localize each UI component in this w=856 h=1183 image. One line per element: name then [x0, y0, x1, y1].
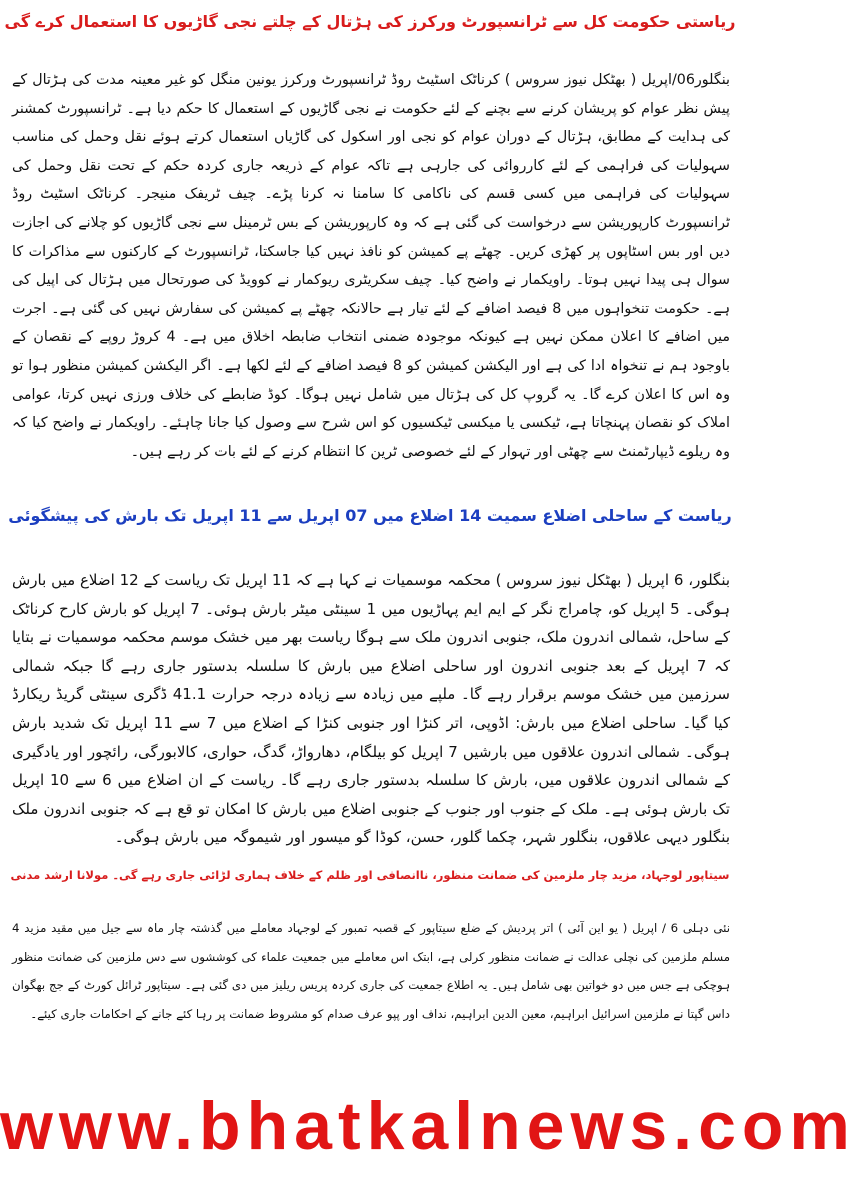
headline-sitapur-bail: سیتاپور لوجہاد، مزید چار ملزمین کی ضمانت منظور، ناانصافی اور ظلم کے خلاف ہماری لڑائی جاری رہے گی۔ مولانا ارشد مدنی	[10, 868, 730, 882]
headline-transport-strike: ریاستی حکومت کل سے ٹرانسپورٹ ورکرز کی ہڑتال کے چلتے نجی گاڑیوں کا استعمال کرے گی	[4, 12, 736, 31]
article-sitapur-bail	[12, 914, 730, 1050]
article-rain-forecast	[12, 566, 730, 856]
headline-rain-forecast: ریاست کے ساحلی اضلاع سمیت 14 اضلاع میں 07 اپریل سے 11 اپریل تک بارش کی پیشگوئی	[8, 506, 732, 525]
article-body: بنگلور، 6 اپریل ( بھٹکل نیوز سروس ) محکمہ موسمیات نے کہا ہے کہ 11 اپریل تک ریاست کے 12 اضلاع میں بارش ہوگی۔ 5 اپریل کو، چامراج نگر کے ایم ایم پہاڑیوں میں 1 سینٹی میٹر بارش ہوئی۔ 7 اپریل کو بارش کارح کرناٹک کے ساحل، شمالی اندرون ملک، جنوبی اندرون ملک سے ہوگا ریاست بھر میں خشک موسم محکمہ موسمیات نے بتایا کہ 7 اپریل کے بعد جنوبی اندرون اور ساحلی اضلاع میں بارش کا سلسلہ بدستور جاری رہے گا جبکہ شمالی سرزمین میں خشک موسم برقرار رہے گا۔ ملپے میں زیادہ سے زیادہ درجہ حرارت 41.1 ڈگری سینٹی گریڈ ریکارڈ کیا گیا۔ ساحلی اضلاع میں بارش: اڈوپی، اتر کنڑا اور جنوبی کنڑا کے اضلاع میں 7 سے 11 اپریل تک شدید بارش ہوگی۔ شمالی اندرون علاقوں میں بارشیں 7 اپریل کو بیلگام، دھارواڑ، گدگ، حواری، کالابورگی، رائچور اور یادگیری کے شمالی اندرون علاقوں میں، بارش کا سلسلہ بدستور جاری رہے گا۔ ریاست کے ان اضلاع میں 6 سے 10 اپریل تک بارش ہوئی ہے۔ ملک کے جنوب اور جنوب کے جنوبی اضلاع میں بارش کا امکان تو قع ہے کہ جنوبی اندرون ملک بنگلور دیہی علاقوں، بنگلور شہر، چکما گلور، حسن، کوڈا گو میسور اور شیموگہ میں بارش ہوگی۔	[12, 571, 731, 847]
website-banner: www.bhatkalnews.com	[0, 1088, 856, 1164]
article-body: بنگلور06/اپریل ( بھٹکل نیوز سروس ) کرناٹک اسٹیٹ روڈ ٹرانسپورٹ ورکرز یونین منگل کو غیر معینہ مدت کی ہڑتال کے پیش نظر عوام کو پریشان کرنے سے بچنے کے لئے حکومت نے نجی گاڑیوں کے استعمال کا حکم دیا ہے۔ ٹرانسپورٹ کمشنر کی ہدایت کے مطابق، ہڑتال کے دوران عوام کو نجی اور اسکول کی گاڑیاں استعمال کرتے ہوئے نقل وحمل کی مناسب سہولیات کی فراہمی کے لئے کارروائی کی جارہی ہے تاکہ عوام کے ذریعہ جاری کردہ حکم کے تحت نقل وحمل کی سہولیات کی فراہمی میں کسی قسم کی ناکامی کا سامنا نہ کرنا پڑے۔ چیف ٹریفک منیجر۔ کرناٹک اسٹیٹ روڈ ٹرانسپورٹ کارپوریشن سے درخواست کی گئی ہے کہ وہ کارپوریشن کے بس ٹرمینل سے نجی گاڑیوں کو چلانے کی اجازت دیں اور بس اسٹاپوں پر کھڑی کریں۔ چھٹے پے کمیشن کو نافذ نہیں کیا جاسکتا، ٹرانسپورٹ کے کارکنوں سے مذاکرات کا سوال ہی پیدا نہیں ہوتا۔ راویکمار نے واضح کیا۔ چیف سکریٹری ریوکمار نے کوویڈ کی صورتحال میں ہڑتال کی اپیل کی ہے۔ حکومت تنخواہوں میں 8 فیصد اضافے کے لئے تیار ہے حالانکہ چھٹے پے کمیشن کی سفارش نہیں کی گئی ہے۔ اجرت میں اضافے کا اعلان ممکن نہیں ہے کیونکہ موجودہ ضمنی انتخاب ضابطہ اخلاق میں ہے۔ 4 کروڑ روپے کے نقصان کے باوجود ہم نے تنخواہ ادا کی ہے اور الیکشن کمیشن کو 8 فیصد اضافے کے لئے لکھا ہے۔ اگر الیکشن کمیشن منظور ہوا تو وہ اس کا اعلان کرے گا۔ یہ گروپ کل کی ہڑتال میں شامل نہیں ہوگا۔ کوڈ ضابطے کی خلاف ورزی نہیں کرتا، عوامی املاک کو نقصان پہنچاتا ہے، ٹیکسی یا میکسی ٹیکسیوں کو اس شرح سے وصول کیا جانا چاہئے۔ راویکمار نے واضح کیا کہ وہ ریلوے ڈیپارٹمنٹ سے چھٹی اور تہوار کے لئے خصوصی ٹرین کا انتظام کرنے کے لئے بات کر رہے ہیں۔	[12, 72, 731, 460]
article-body: نئی دہلی 6 / اپریل ( یو این آئی ) اتر پردیش کے ضلع سیتاپور کے قصبہ تمبور کے لوجہاد معاملے میں گذشتہ چار ماہ سے جیل میں مقید مزید 4 مسلم ملزمین کی نچلی عدالت نے ضمانت منظور کرلی ہے، ابتک اس معاملے میں جمعیت علماء کی کوششوں سے دس ملزمین کی ضمانت منظور ہوچکی ہے جس میں دو خواتین بھی شامل ہیں۔ یہ اطلاع جمعیت کی جاری کردہ پریس ریلیز میں دی گئی ہے۔ سیتاپور ٹرائل کورٹ کے جج بھگوان داس گپتا نے ملزمین اسرائیل ابراہیم، معین الدین ابراہیم، نداف اور پپو عرف صدام کو مشروط ضمانت پر رہا کئے جانے کے احکامات جاری کیئے۔	[12, 921, 730, 1021]
article-transport-strike	[12, 66, 730, 490]
